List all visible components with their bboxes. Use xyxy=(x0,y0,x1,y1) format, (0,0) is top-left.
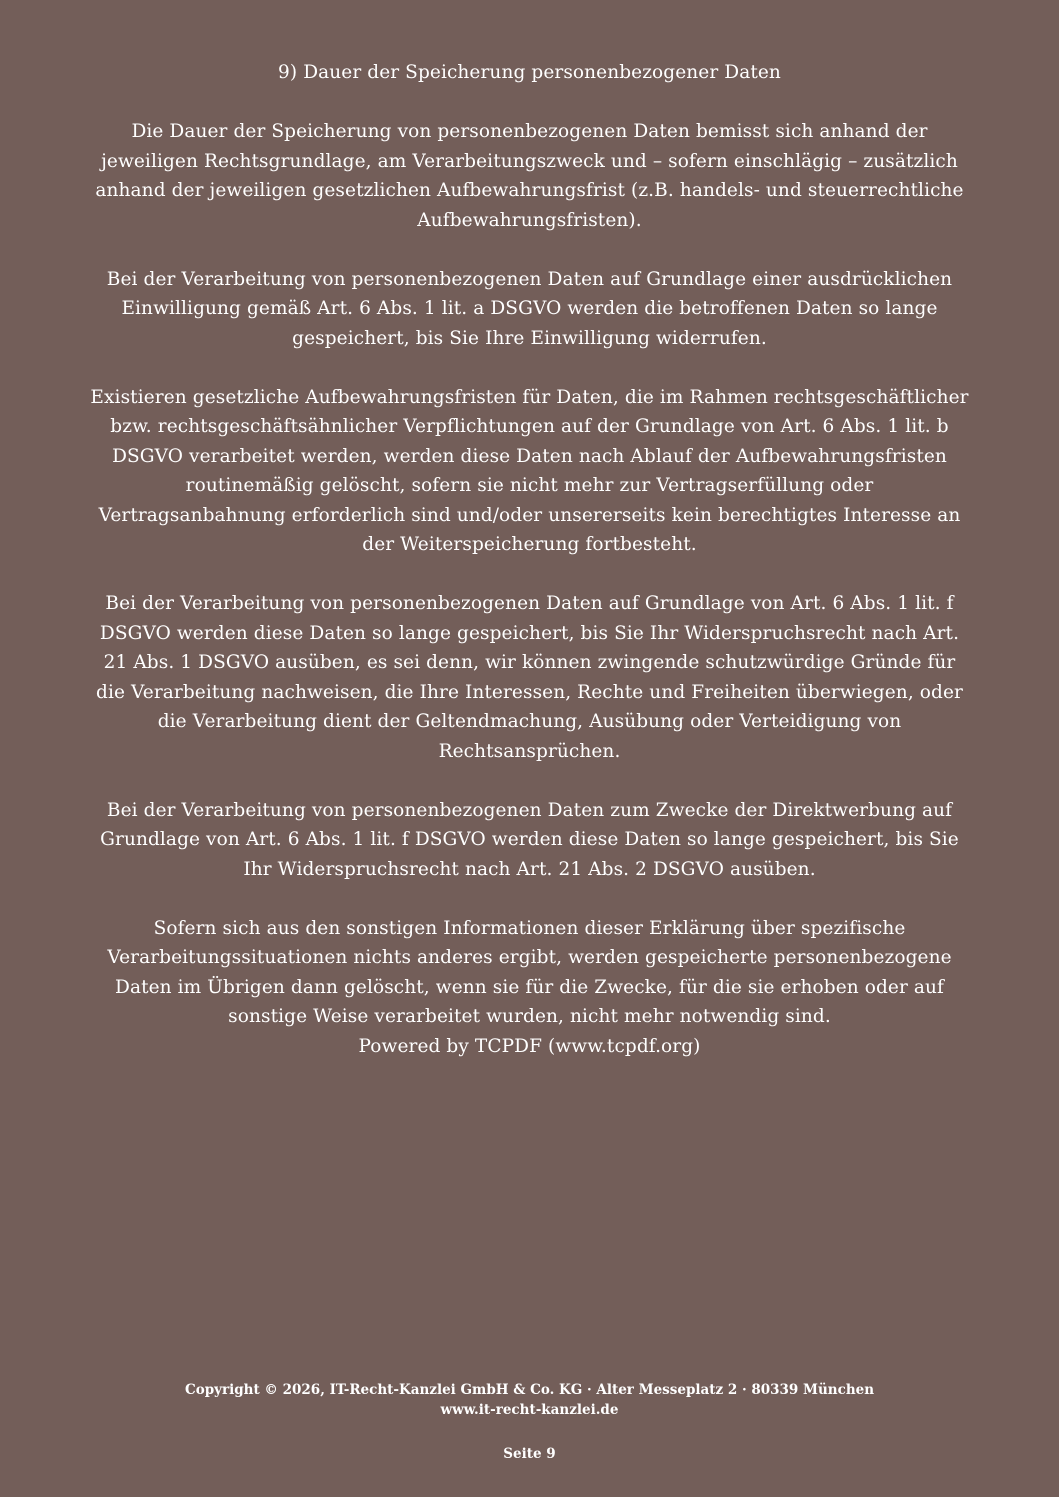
page-footer xyxy=(0,1380,1059,1420)
paragraph-retention-periods: Existieren gesetzliche Aufbewahrungsfristen für Daten, die im Rahmen rechtsgeschäftlicher bzw. rechtsgeschäftsähnlicher Verpflichtungen auf der Grundlage von Art. 6 Abs. 1 lit. b DSGVO verarbeitet werden, werden diese Daten nach Ablauf der Aufbewahrungsfristen routinemäßig gelöscht, sofern sie nicht mehr zur Vertragserfüllung oder Vertragsanbahnung erforderlich sind und/oder unsererseits kein berechtigtes Interesse an der Weiterspeicherung fortbesteht. xyxy=(90,386,969,555)
paragraph-other-deletion: Sofern sich aus den sonstigen Informationen dieser Erklärung über spezifische Verarbeitungssituationen nichts anderes ergibt, werden gespeicherte personenbezogene Daten im Übrigen dann gelöscht, wenn sie für die Zwecke, für die sie erhoben oder auf sonstige Weise verarbeitet wurden, nicht mehr notwendig sind. xyxy=(107,917,952,1027)
footer-website-link[interactable]: www.it-recht-kanzlei.de xyxy=(440,1402,619,1418)
paragraph-consent: Bei der Verarbeitung von personenbezogenen Daten auf Grundlage einer ausdrücklichen Einwilligung gemäß Art. 6 Abs. 1 lit. a DSGVO werden die betroffenen Daten so lange gespeichert, bis Sie Ihre Einwilligung widerrufen. xyxy=(106,268,953,349)
paragraph-legitimate-interest: Bei der Verarbeitung von personenbezogenen Daten auf Grundlage von Art. 6 Abs. 1 lit. f DSGVO werden diese Daten so lange gespeichert, bis Sie Ihr Widerspruchsrecht nach Art. 21 Abs. 1 DSGVO ausüben, es sei denn, wir können zwingende schutzwürdige Gründe für die Verarbeitung nachweisen, die Ihre Interessen, Rechte und Freiheiten überwiegen, oder die Verarbeitung dient der Geltendmachung, Ausübung oder Verteidigung von Rechtsansprüchen. xyxy=(96,593,963,762)
paragraph-direct-marketing: Bei der Verarbeitung von personenbezogenen Daten zum Zwecke der Direktwerbung auf Grundlage von Art. 6 Abs. 1 lit. f DSGVO werden diese Daten so lange gespeichert, bis Sie Ihr Widerspruchsrecht nach Art. 21 Abs. 2 DSGVO ausüben. xyxy=(100,799,959,880)
paragraph-storage-duration: Die Dauer der Speicherung von personenbezogenen Daten bemisst sich anhand der jeweiligen Rechtsgrundlage, am Verarbeitungszweck und – sofern einschlägig – zusätzlich anhand der jeweiligen gesetzlichen Aufbewahrungsfrist (z.B. handels- und steuerrechtliche Aufbewahrungsfristen). xyxy=(95,121,964,231)
section-title: 9) Dauer der Speicherung personenbezogener Daten xyxy=(278,62,781,83)
powered-by-text: Powered by TCPDF (www.tcpdf.org) xyxy=(358,1035,701,1057)
footer-copyright: Copyright © 2026, IT-Recht-Kanzlei GmbH & Co. KG · Alter Messeplatz 2 · 80339 München xyxy=(184,1382,875,1398)
document-body xyxy=(90,58,969,1061)
page-number: Seite 9 xyxy=(503,1446,556,1462)
